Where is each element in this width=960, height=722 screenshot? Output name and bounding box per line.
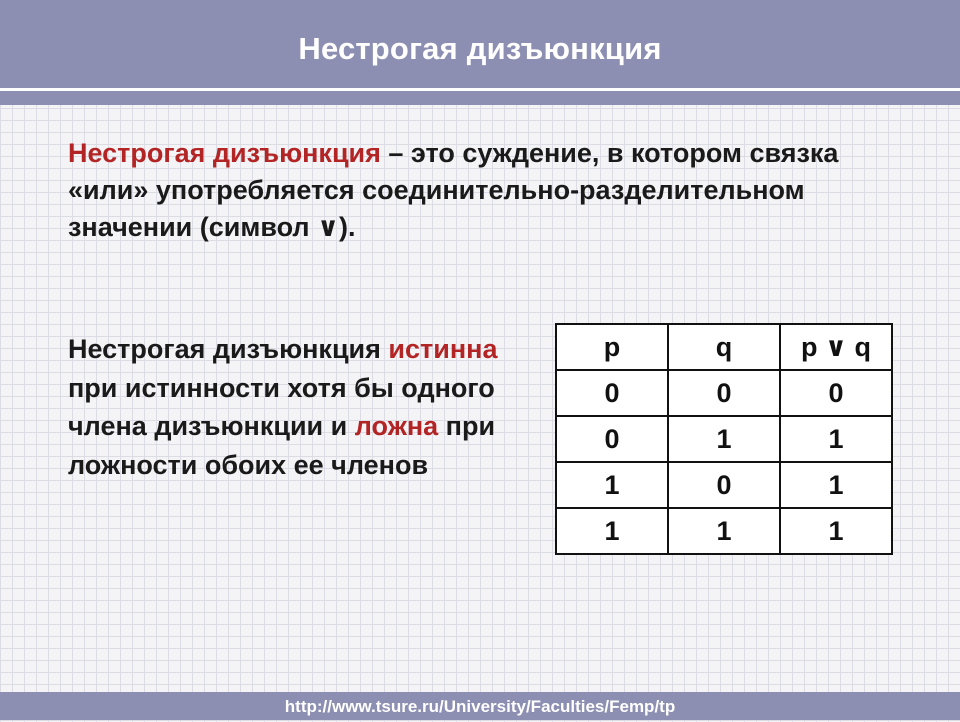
- truth-condition-paragraph: [68, 330, 508, 484]
- table-cell: 1: [780, 416, 892, 462]
- table-row: [556, 508, 892, 554]
- header-cell-q: q: [668, 324, 780, 370]
- definition-text: – это суждение, в котором связка «или» употребляется соединительно-разделительном значении (символ ∨).: [68, 138, 839, 242]
- definition-paragraph: [68, 135, 908, 246]
- header-cell-p-or-q: p ∨ q: [780, 324, 892, 370]
- table-cell: 0: [556, 416, 668, 462]
- footer-bar: [0, 692, 960, 720]
- table-cell: 1: [668, 508, 780, 554]
- truth-text-part-2: при истинности хотя бы одного члена дизъюнкции и: [68, 372, 495, 441]
- table-cell: 1: [556, 508, 668, 554]
- footer-url: http://www.tsure.ru/University/Faculties/Femp/tp: [284, 697, 676, 716]
- table-row: [556, 370, 892, 416]
- table-cell: 1: [668, 416, 780, 462]
- word-true: истинна: [388, 334, 498, 364]
- truth-text-part-1: Нестрогая дизъюнкция: [68, 334, 389, 364]
- truth-text-part-3: при ложности обоих ее членов: [68, 411, 496, 480]
- table-row: [556, 416, 892, 462]
- header-cell-p: p: [556, 324, 668, 370]
- table-row: [556, 462, 892, 508]
- definition-term: Нестрогая дизъюнкция: [68, 138, 381, 168]
- table-cell: 1: [780, 508, 892, 554]
- table-cell: 0: [556, 370, 668, 416]
- slide-title: Нестрогая дизъюнкция: [298, 31, 662, 66]
- table-cell: 0: [780, 370, 892, 416]
- title-bar: [0, 0, 960, 88]
- title-underline-bar: [0, 88, 960, 105]
- table-cell: 0: [668, 370, 780, 416]
- table-cell: 1: [780, 462, 892, 508]
- word-false: ложна: [354, 411, 439, 441]
- table-cell: 1: [556, 462, 668, 508]
- table-header-row: [556, 324, 892, 370]
- table-cell: 0: [668, 462, 780, 508]
- truth-table: [555, 323, 893, 555]
